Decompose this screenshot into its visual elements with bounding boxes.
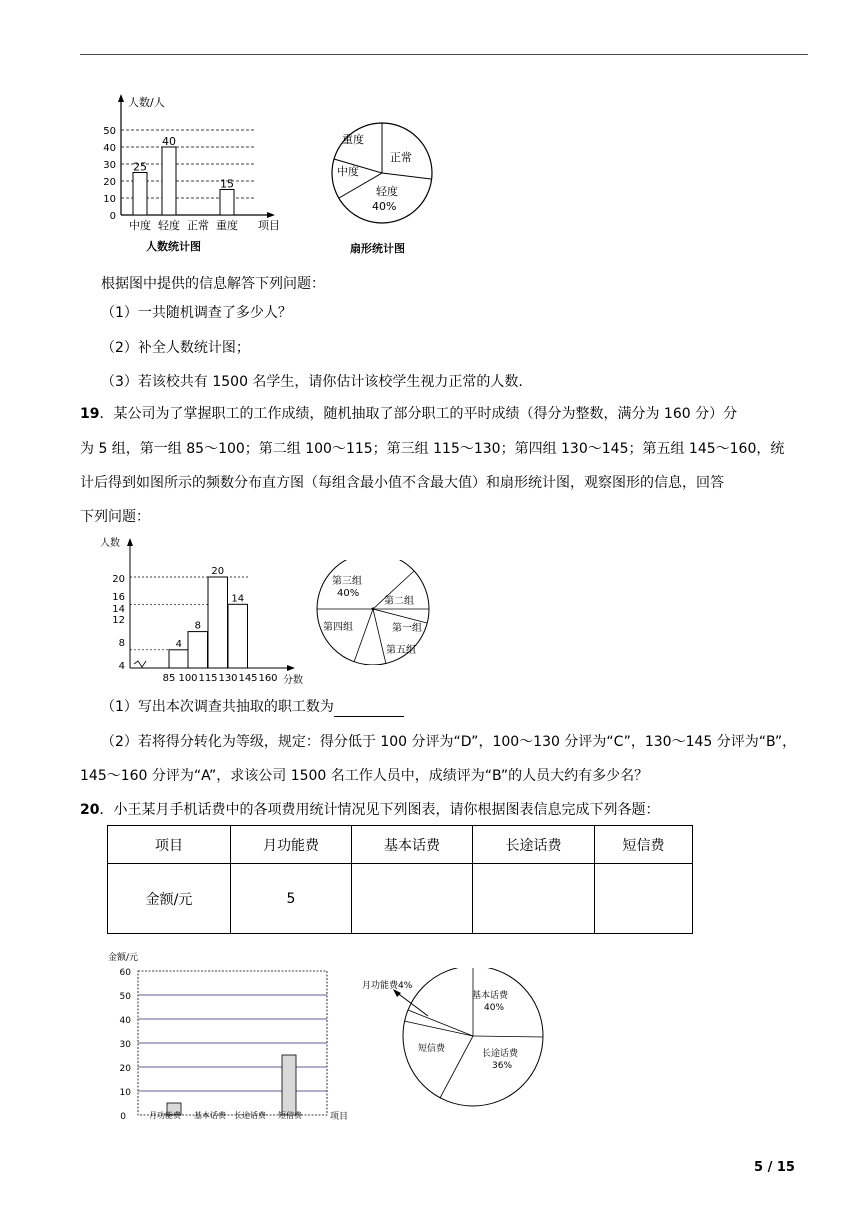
q20-number: 20 — [80, 802, 100, 818]
fig1-pie-label: 中度 — [337, 165, 359, 178]
table-cell — [473, 864, 595, 934]
histogram-value-label: 14 — [231, 593, 245, 605]
q20-bar-chart — [108, 948, 348, 1123]
q19-ytick: 20 — [112, 574, 125, 585]
fig1-ytick: 20 — [103, 177, 116, 188]
q20-ytick: 20 — [119, 1064, 131, 1074]
q19-xtick: 100 — [178, 673, 198, 684]
table-header-cell: 基本话费 — [352, 826, 473, 864]
q20-ytick: 0 — [120, 1112, 126, 1122]
fig1-ytick: 50 — [103, 126, 116, 137]
bar-value-label: 15 — [220, 177, 234, 191]
fig1-ytick: 10 — [103, 194, 116, 205]
q19-q1-text: （1）写出本次调查共抽取的职工数为 — [101, 699, 334, 715]
q20-line — [80, 800, 659, 820]
fig1-pie-chart — [320, 115, 450, 260]
q19-line-3: 计后得到如图所示的频数分布直方图（每组含最小值不含最大值）和扇形统计图，观察图形的信息，回答 — [80, 475, 724, 491]
q19-xlabel: 分数 — [283, 675, 303, 686]
q19-line-1 — [80, 404, 737, 424]
q18-item-3: （3）若该校共有 1500 名学生，请你估计该校学生视力正常的人数. — [101, 374, 523, 390]
q20-pie-label: 基本话费 — [472, 991, 509, 1001]
q20-category: 基本话费 — [194, 1111, 226, 1120]
q18-item-1: （1）一共随机调查了多少人？ — [101, 305, 292, 321]
bar — [162, 147, 176, 215]
fig1-category: 重度 — [216, 219, 238, 232]
bar — [133, 173, 147, 216]
q20-text: ．小王某月手机话费中的各项费用统计情况见下列图表，请你根据图表信息完成下列各题： — [99, 802, 660, 818]
header-rule — [80, 54, 808, 55]
q20-pie-label: 短信费 — [418, 1044, 446, 1054]
q20-ytick: 50 — [119, 992, 131, 1002]
table-header-cell: 长途话费 — [473, 826, 595, 864]
q19-ytick: 14 — [112, 604, 125, 615]
fig1-category: 轻度 — [158, 219, 180, 232]
fig1-ytick: 30 — [103, 160, 116, 171]
fig1-ylabel: 人数/人 — [128, 96, 165, 109]
table-header-cell: 短信费 — [595, 826, 693, 864]
q19-line-4: 下列问题： — [80, 509, 150, 525]
q19-question-2: （2）若将得分转化为等级，规定：得分低于 100 分评为“D”，100～130 分评为“C”，130～145 分评为“B”， — [101, 734, 797, 750]
table-cell — [595, 864, 693, 934]
page-number: 5 / 15 — [754, 1160, 795, 1175]
histogram-bar — [169, 650, 189, 668]
q19-xtick: 85 — [162, 673, 176, 684]
q19-xtick: 160 — [258, 673, 278, 684]
q19-xtick: 115 — [198, 673, 218, 684]
histogram-bar — [188, 632, 208, 668]
q20-xlabel: 项目 — [330, 1112, 348, 1122]
table-header-cell: 月功能费 — [231, 826, 352, 864]
histogram-value-label: 8 — [194, 620, 201, 632]
q20-ytick: 40 — [119, 1016, 131, 1026]
fig1-pie-caption: 扇形统计图 — [350, 242, 405, 255]
fig1-pie-label: 重度 — [342, 133, 364, 146]
q19-ytick: 12 — [112, 615, 125, 626]
q19-text-1: ．某公司为了掌握职工的工作成绩，随机抽取了部分职工的平时成绩（得分为整数，满分为 160 分）分 — [99, 406, 738, 422]
q19-pie-label: 第四组 — [323, 622, 353, 633]
q19-pie-label: 40% — [337, 588, 360, 599]
q20-table — [107, 825, 693, 934]
fig1-pie-label: 轻度 — [376, 185, 398, 198]
q19-pie-label: 第三组 — [332, 576, 362, 587]
fig1-category: 正常 — [187, 219, 209, 232]
q19-xtick: 145 — [238, 673, 258, 684]
q19-histogram — [100, 533, 315, 688]
q19-pie-chart — [310, 560, 440, 665]
q20-pie-chart — [360, 968, 550, 1108]
table-header-cell: 项目 — [108, 826, 231, 864]
table-row-label: 金额/元 — [108, 864, 231, 934]
table-row — [108, 864, 693, 934]
fig1-pie-label: 40% — [372, 200, 397, 213]
bar-value-label: 25 — [133, 160, 147, 174]
q20-category: 短信费 — [278, 1111, 302, 1120]
q19-ytick: 16 — [112, 592, 125, 603]
histogram-value-label: 4 — [175, 638, 182, 650]
q19-pie-label: 第五组 — [386, 645, 416, 656]
q19-number: 19 — [80, 406, 100, 422]
q19-line-2: 为 5 组，第一组 85～100；第二组 100～115；第三组 115～130；第四组 130～145；第五组 145～160，统 — [80, 441, 785, 457]
fig1-pie-label: 正常 — [390, 151, 412, 164]
q19-ytick: 4 — [118, 661, 125, 672]
q20-pie-label: 月功能费4% — [362, 981, 413, 991]
q19-xtick: 130 — [218, 673, 238, 684]
table-header-row — [108, 826, 693, 864]
q19-q1-blank — [334, 700, 404, 717]
q19-ytick: 8 — [118, 638, 125, 649]
q20-ytick: 10 — [119, 1088, 131, 1098]
q20-category: 长途话费 — [234, 1111, 266, 1120]
q20-category: 月功能费 — [149, 1111, 181, 1120]
table-cell: 5 — [231, 864, 352, 934]
q19-question-1 — [101, 697, 404, 717]
fig1-bar-caption: 人数统计图 — [146, 240, 201, 253]
q20-ytick: 60 — [119, 968, 131, 978]
bar — [220, 190, 234, 216]
histogram-value-label: 20 — [211, 566, 225, 577]
fig1-bar-chart — [100, 90, 300, 260]
q18-intro: 根据图中提供的信息解答下列问题： — [101, 276, 325, 292]
q19-question-2b: 145～160 分评为“A”，求该公司 1500 名工作人员中，成绩评为“B”的人员大约有多少名？ — [80, 768, 649, 784]
fig1-xlabel: 项目 — [258, 219, 280, 232]
q20-ytick: 30 — [119, 1040, 131, 1050]
q19-pie-label: 第一组 — [392, 623, 422, 634]
histogram-bar — [228, 604, 248, 668]
q20-pie-label: 长途话费 — [482, 1049, 519, 1059]
q18-item-2: （2）补全人数统计图； — [101, 340, 250, 356]
q20-pie-label: 40% — [484, 1003, 505, 1013]
fig1-ytick: 0 — [109, 211, 116, 222]
q19-pie-label: 第二组 — [384, 596, 414, 607]
fig1-ytick: 40 — [103, 143, 116, 154]
histogram-bar — [208, 577, 228, 668]
table-cell — [352, 864, 473, 934]
q19-ylabel: 人数 — [100, 538, 120, 549]
q20-pie-label: 36% — [492, 1061, 513, 1071]
bar — [282, 1055, 296, 1115]
q20-ylabel: 金额/元 — [108, 953, 139, 963]
bar-value-label: 40 — [162, 135, 176, 148]
fig1-category: 中度 — [129, 219, 151, 232]
